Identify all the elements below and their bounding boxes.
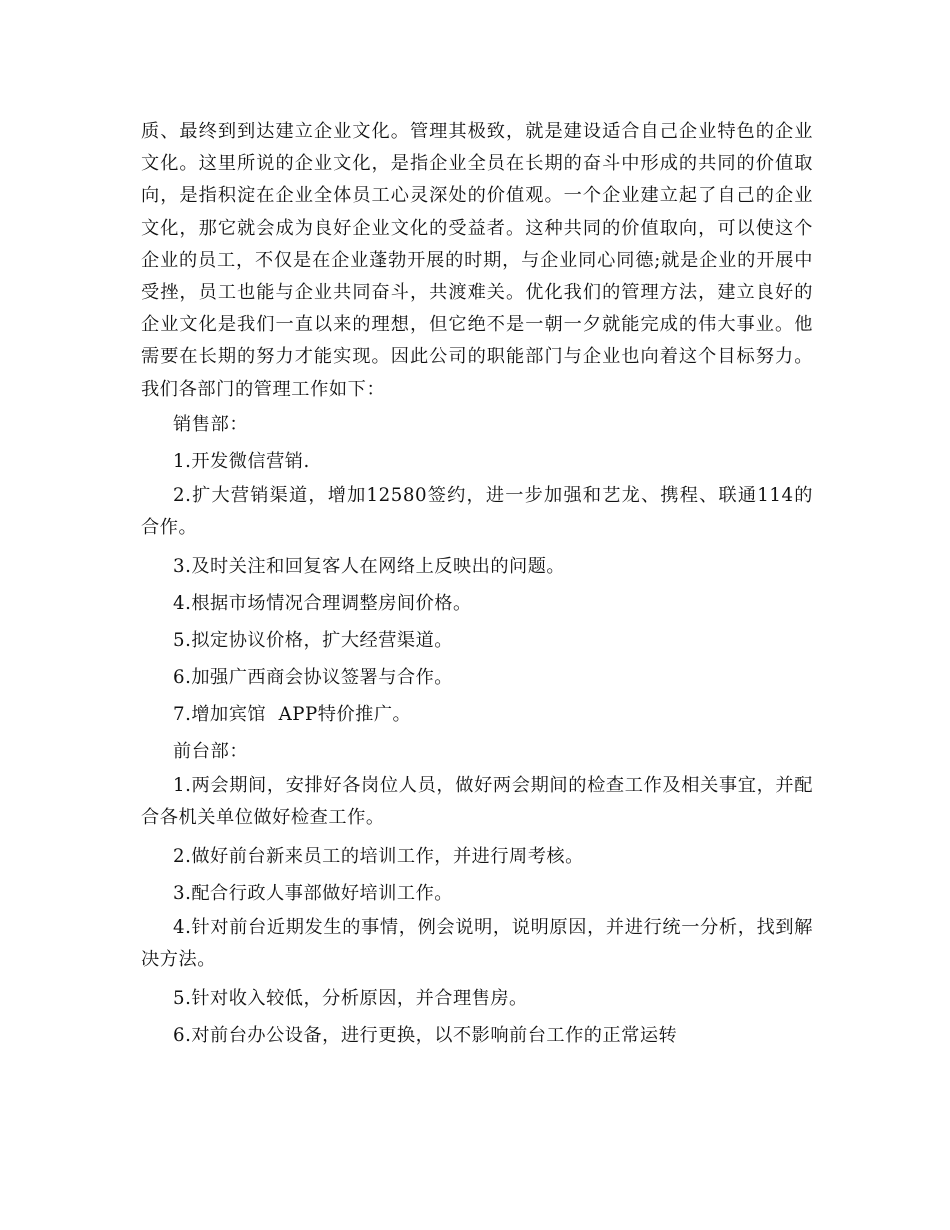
frontdesk-item-4: 4.针对前台近期发生的事情，例会说明，说明原因，并进行统一分析，找到解决方法。 [141, 916, 813, 970]
frontdesk-item-6: 6.对前台办公设备，进行更换，以不影响前台工作的正常运转 [173, 1024, 678, 1046]
document-page [141, 116, 813, 1054]
sales-item-1: 1.开发微信营销. [173, 450, 310, 472]
sales-section-title: 销售部： [173, 413, 249, 435]
frontdesk-item-3: 3.配合行政人事部做好培训工作。 [173, 882, 453, 904]
intro-paragraph: 质、最终到到达建立企业文化。管理其极致，就是建设适合自己企业特色的企业文化。这里所说的企业文化，是指企业全员在长期的奋斗中形成的共同的价值取向，是指积淀在企业全体员工心灵深处的价值观。一个企业建立起了自己的企业文化，那它就会成为良好企业文化的受益者。这种共同的价值取向，可以使这个企业的员工，不仅是在企业蓬勃开展的时期，与企业同心同德;就是企业的开展中受挫，员工也能与企业共同奋斗，共渡难关。优化我们的管理方法，建立良好的企业文化是我们一直以来的理想，但它绝不是一朝一夕就能完成的伟大事业。他需要在长期的努力才能实现。因此公司的职能部门与企业也向着这个目标努力。我们各部门的管理工作如下： [141, 121, 813, 400]
sales-item-3: 3.及时关注和回复客人在网络上反映出的问题。 [173, 555, 566, 577]
frontdesk-item-1: 1.两会期间，安排好各岗位人员，做好两会期间的检查工作及相关事宜，并配合各机关单位做好检查工作。 [141, 774, 813, 828]
sales-item-5: 5.拟定协议价格，扩大经营渠道。 [173, 629, 453, 651]
sales-item-6: 6.加强广西商会协议签署与合作。 [173, 666, 453, 688]
frontdesk-item-2: 2.做好前台新来员工的培训工作，并进行周考核。 [173, 845, 584, 867]
frontdesk-section-title: 前台部： [173, 740, 249, 762]
sales-item-7: 7.增加宾馆 APP特价推广。 [173, 703, 412, 725]
sales-item-2: 2.扩大营销渠道，增加12580签约，进一步加强和艺龙、携程、联通114的合作。 [141, 484, 813, 538]
frontdesk-item-5: 5.针对收入较低，分析原因，并合理售房。 [173, 987, 528, 1009]
sales-item-4: 4.根据市场情况合理调整房间价格。 [173, 592, 472, 614]
